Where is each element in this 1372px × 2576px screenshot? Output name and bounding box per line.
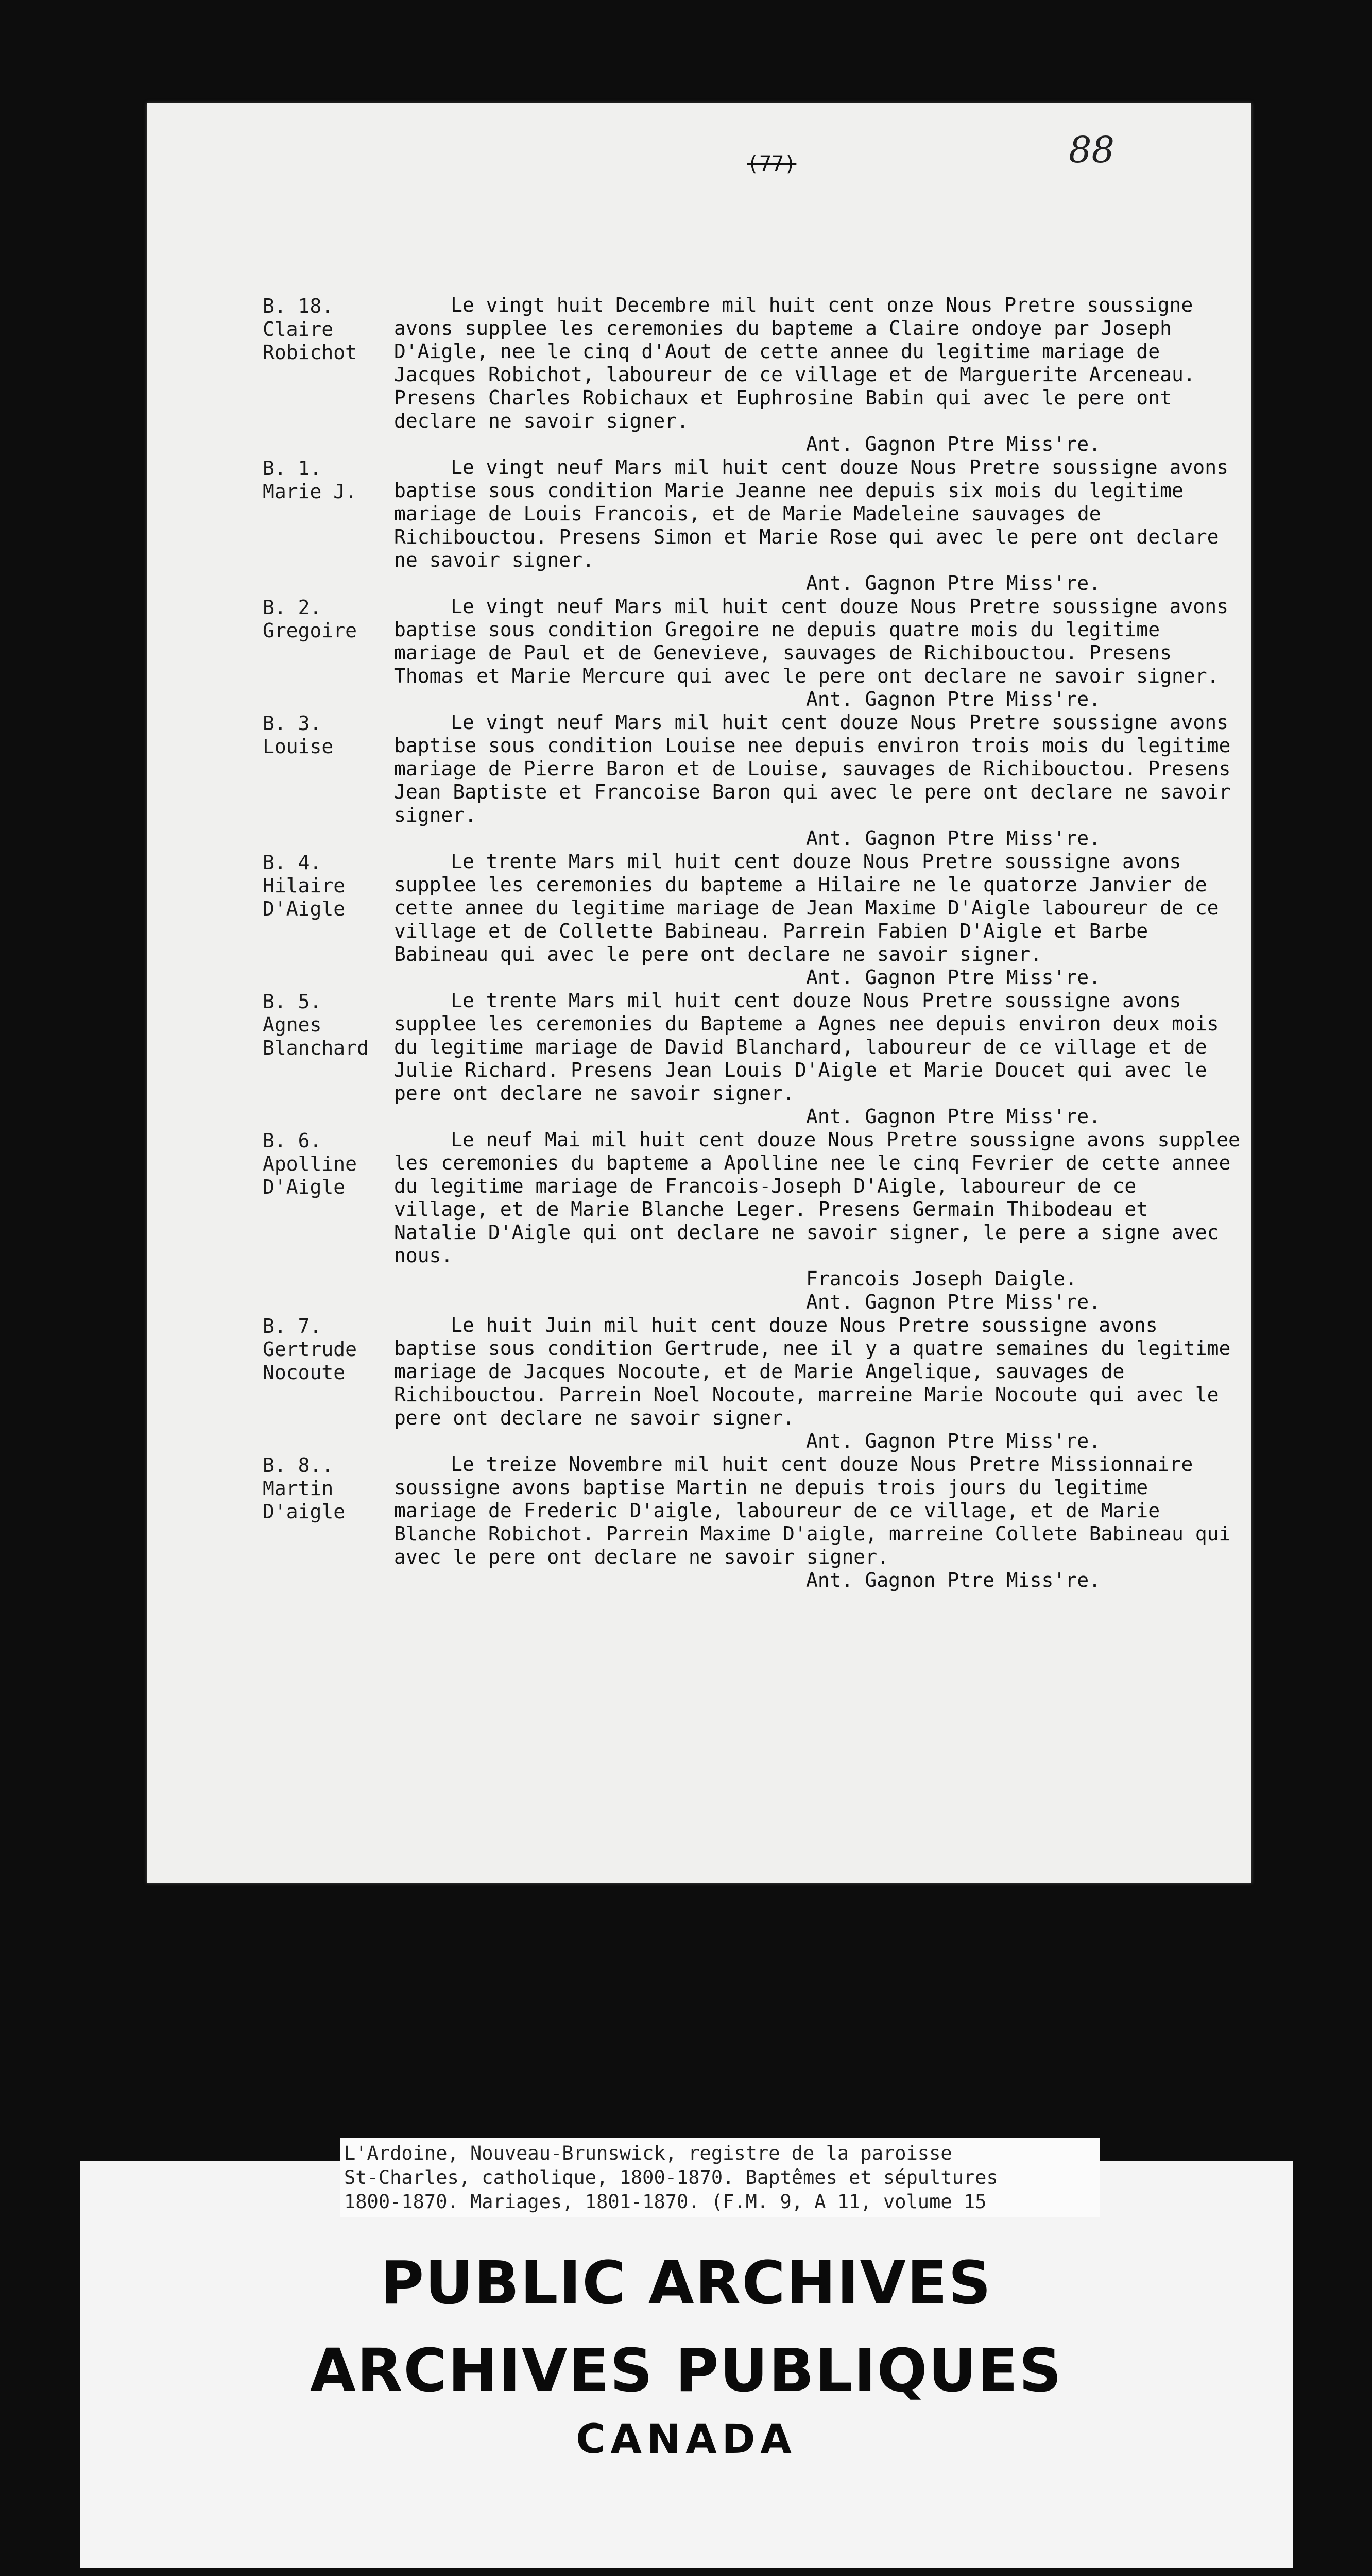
entry-margin-note: B. 7. Gertrude Nocoute (263, 1315, 357, 1384)
entry (263, 294, 1241, 456)
entry (263, 1314, 1241, 1453)
archive-title-en: PUBLIC ARCHIVES (380, 2249, 992, 2318)
entry-signature: Ant. Gagnon Ptre Miss're. (806, 572, 1101, 595)
entry-text: Le neuf Mai mil huit cent douze Nous Pretre soussigne avons supplee les ceremonies du bapteme a Apolline nee le cinq Fevrier de cette annee du legitime mariage de Francois-Joseph D'Aigle, laboureur de ce village, et de Marie Blanche Leger. Presens Germain Thibodeau et Natalie D'Aigle qui ont declare ne savoir signer, le pere a signe avec nous. (394, 1128, 1240, 1267)
archive-card (80, 2142, 1293, 2568)
register-page (147, 103, 1251, 1883)
entry-body (394, 1128, 1241, 1314)
entry-body (394, 989, 1241, 1128)
entry (263, 850, 1241, 989)
entry-body (394, 595, 1241, 711)
entry-text: Le huit Juin mil huit cent douze Nous Pretre soussigne avons baptise sous condition Gertrude, nee il y a quatre semaines du legitime mariage de Jacques Nocoute, et de Marie Angelique, sauvages de Richibouctou. Parrein Noel Nocoute, marreine Marie Nocoute qui avec le pere ont declare ne savoir signer. (394, 1314, 1231, 1429)
entry-signature: Ant. Gagnon Ptre Miss're. (806, 966, 1101, 989)
archive-title-fr: ARCHIVES PUBLIQUES (310, 2336, 1063, 2405)
entry (263, 595, 1241, 711)
entry-signature: Ant. Gagnon Ptre Miss're. (806, 1430, 1101, 1452)
entry-signature: Ant. Gagnon Ptre Miss're. (806, 827, 1101, 850)
entry-margin-note: B. 1. Marie J. (263, 457, 357, 503)
entry-body (394, 711, 1241, 850)
folio-number: 88 (1069, 129, 1115, 171)
entry-body (394, 294, 1241, 456)
archive-source-label: L'Ardoine, Nouveau-Brunswick, registre de la paroisse St-Charles, catholique, 1800-1870. Baptêmes et sépultures 1800-1870. Mariages, 1801-1870. (F.M. 9, A 11, volume 15 (340, 2138, 1100, 2217)
entry-body (394, 456, 1241, 595)
entries-list (263, 294, 1241, 1592)
entry-margin-note: B. 3. Louise (263, 712, 334, 758)
entry-text: Le trente Mars mil huit cent douze Nous Pretre soussigne avons supplee les ceremonies du Bapteme a Agnes nee depuis environ deux mois du legitime mariage de David Blanchard, laboureur de ce village et de Julie Richard. Presens Jean Louis D'Aigle et Marie Doucet qui avec le pere ont declare ne savoir signer. (394, 989, 1219, 1105)
entry-signature: Ant. Gagnon Ptre Miss're. (806, 433, 1101, 455)
entry-margin-note: B. 2. Gregoire (263, 596, 357, 642)
entry-margin-note: B. 4. Hilaire D'Aigle (263, 851, 346, 920)
entry-margin-note: B. 8.. Martin D'aigle (263, 1454, 346, 1523)
entry-signature: Ant. Gagnon Ptre Miss're. (806, 1569, 1101, 1591)
entry-signature: Ant. Gagnon Ptre Miss're. (806, 1291, 1101, 1313)
entry (263, 711, 1241, 850)
entry-text: Le vingt neuf Mars mil huit cent douze Nous Pretre soussigne avons baptise sous condition Louise nee depuis environ trois mois du legitime mariage de Pierre Baron et de Louise, sauvages de Richibouctou. Presens Jean Baptiste et Francoise Baron qui avec le pere ont declare ne savoir signer. (394, 711, 1231, 826)
entry-signature: Ant. Gagnon Ptre Miss're. (806, 1105, 1101, 1128)
entry-body (394, 850, 1241, 989)
father-signature: Francois Joseph Daigle. (806, 1267, 1077, 1290)
entry-text: Le vingt huit Decembre mil huit cent onze Nous Pretre soussigne avons supplee les ceremonies du bapteme a Claire ondoye par Joseph D'Aigle, nee le cinq d'Aout de cette annee du legitime mariage de Jacques Robichot, laboureur de ce village et de Marguerite Arceneau. Presens Charles Robichaux et Euphrosine Babin qui avec le pere ont declare ne savoir signer. (394, 294, 1195, 432)
entry-margin-note: B. 18. Claire Robichot (263, 295, 357, 364)
entry-body (394, 1314, 1241, 1453)
entry-signature: Ant. Gagnon Ptre Miss're. (806, 688, 1101, 710)
entry-margin-note: B. 6. Apolline D'Aigle (263, 1129, 357, 1198)
entry (263, 456, 1241, 595)
entry-text: Le treize Novembre mil huit cent douze Nous Pretre Missionnaire soussigne avons baptise Martin ne depuis trois jours du legitime mariage de Frederic D'aigle, laboureur de ce village, et de Marie Blanche Robichot. Parrein Maxime D'aigle, marreine Collete Babineau qui avec le pere ont declare ne savoir signer. (394, 1453, 1231, 1568)
entry-text: Le vingt neuf Mars mil huit cent douze Nous Pretre soussigne avons baptise sous condition Marie Jeanne nee depuis six mois du legitime mariage de Louis Francois, et de Marie Madeleine sauvages de Richibouctou. Presens Simon et Marie Rose qui avec le pere ont declare ne savoir signer. (394, 456, 1228, 571)
entry-text: Le trente Mars mil huit cent douze Nous Pretre soussigne avons supplee les ceremonies du bapteme a Hilaire ne le quatorze Janvier de cette annee du legitime mariage de Jean Maxime D'Aigle laboureur de ce village et de Collette Babineau. Parrein Fabien D'Aigle et Barbe Babineau qui avec le pere ont declare ne savoir signer. (394, 850, 1219, 965)
entry (263, 1453, 1241, 1592)
archive-country: CANADA (576, 2416, 797, 2463)
entry (263, 1128, 1241, 1314)
entry-margin-note: B. 5. Agnes Blanchard (263, 990, 369, 1059)
entry (263, 989, 1241, 1128)
entry-text: Le vingt neuf Mars mil huit cent douze Nous Pretre soussigne avons baptise sous condition Gregoire ne depuis quatre mois du legitime mariage de Paul et de Genevieve, sauvages de Richibouctou. Presens Thomas et Marie Mercure qui avec le pere ont declare ne savoir signer. (394, 595, 1228, 687)
struck-page-number: (77) (747, 152, 797, 176)
entry-body (394, 1453, 1241, 1592)
